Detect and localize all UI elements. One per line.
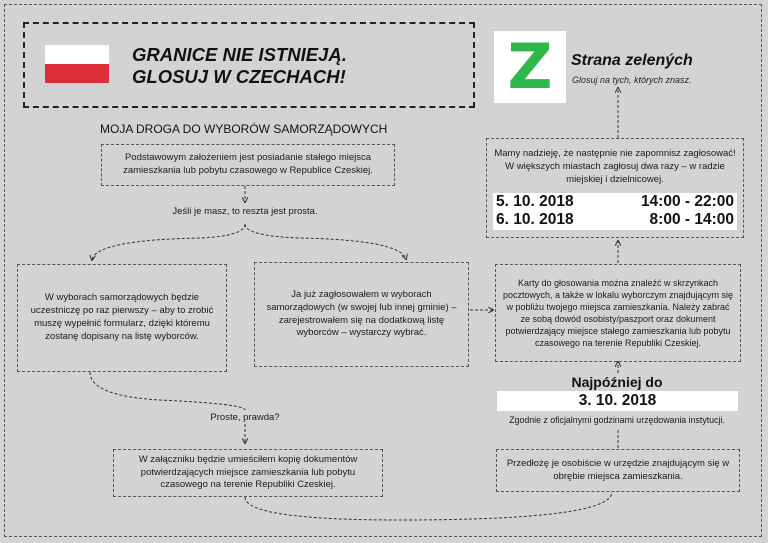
- flag-white-stripe: [45, 45, 109, 64]
- party-logo: [494, 31, 566, 103]
- arrow-split-left: [92, 224, 245, 260]
- flag-red-stripe: [45, 64, 109, 83]
- date-1: 5. 10. 2018: [496, 193, 574, 210]
- submit-box: Przedłożę je osobiście w urzędzie znajdującym się w obrębie miejsca zamieszkania.: [496, 449, 740, 492]
- headline-line2: GLOSUJ W CZECHACH!: [132, 66, 346, 88]
- arrow-left-to-simple: [90, 372, 245, 410]
- hope-text: Mamy nadzieję, że następnie nie zapomnisz zagłosować! W większych miastach zagłosuj dwa razy – w radzie miejskiej i dzielnicowej.: [494, 148, 736, 185]
- simple-text: Proste, prawda?: [210, 412, 280, 423]
- time-2: 8:00 - 14:00: [649, 211, 734, 228]
- election-dates: [493, 193, 737, 230]
- date-row-1: [493, 193, 737, 211]
- party-logo-letter: Z: [507, 30, 553, 103]
- date-2: 6. 10. 2018: [496, 211, 574, 228]
- attachment-box: W załączniku będzie umieściłem kopię dokumentów potwierdzających miejsce zamieszkania lub pobytu czasowego na terenie Republiki Czeskiej.: [113, 449, 383, 497]
- left-branch-box: W wyborach samorządowych będzie uczestniczę po raz pierwszy – aby to zrobić muszę wypełnić formularz, dzięki któremu zostanę dopisany na listę wyborców.: [17, 264, 227, 372]
- ballot-info-box: Karty do głosowania można znaleźć w skrzynkach pocztowych, a także w lokalu wyborczym znajdującym się w pobliżu twojego miejsca zamieszkania. Należy zabrać ze sobą dowód osobisty/paszport oraz dokument potwierdzający miejsce stałego zamieszkania lub pobytu czasowego na terenie Republiki Czeskiej.: [495, 264, 741, 362]
- time-1: 14:00 - 22:00: [640, 193, 734, 210]
- deadline-date: 3. 10. 2018: [497, 391, 738, 411]
- date-row-2: [493, 211, 737, 229]
- deadline-label: Najpóźniej do: [571, 374, 663, 390]
- flow-title: MOJA DROGA DO WYBORÓW SAMORZĄDOWYCH: [100, 122, 388, 136]
- arrow-split-right: [245, 224, 406, 259]
- step2-text: Jeśli je masz, to reszta jest prosta.: [172, 206, 318, 217]
- headline: [132, 44, 462, 88]
- right-branch-box: Ja już zagłosowałem w wyborach samorządowych (w swojej lub innej gminie) – zarejestrowałem się na dodatkową listę wyborców – wystarczy wybrać.: [254, 262, 469, 367]
- deadline-note: Zgodnie z oficjalnymi godzinami urzędowania instytucji.: [509, 415, 725, 425]
- party-slogan: Glosuj na tych, których znasz.: [572, 75, 692, 85]
- headline-line1: GRANICE NIE ISTNIEJĄ.: [132, 44, 347, 65]
- party-name: Strana zelených: [571, 52, 693, 69]
- polish-flag-icon: [45, 45, 109, 83]
- step1-box: Podstawowym założeniem jest posiadanie stałego miejsca zamieszkania lub pobytu czasowego w Republice Czeskiej.: [101, 144, 395, 186]
